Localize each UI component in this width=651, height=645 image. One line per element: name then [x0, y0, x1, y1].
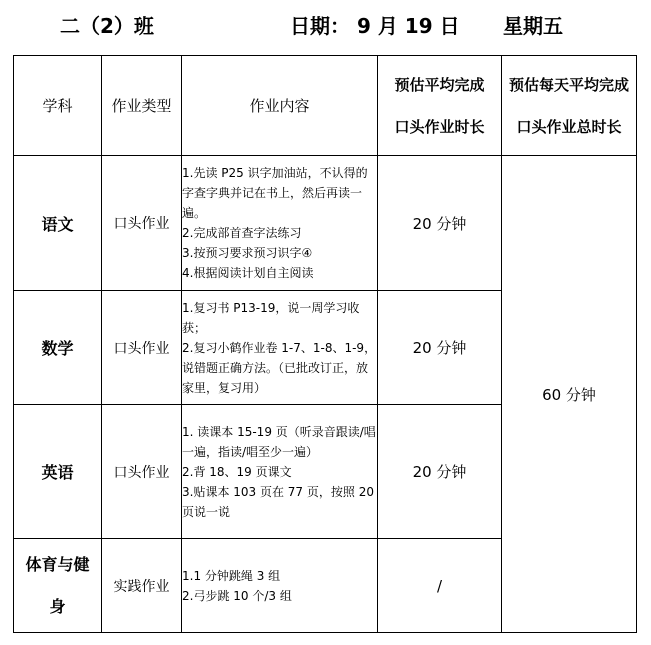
table-row [14, 156, 637, 291]
time-cell: 20 分钟 [378, 291, 502, 405]
col-subject-header: 学科 [14, 56, 102, 156]
subject-line: 体育与健 [25, 554, 90, 574]
content-item: 4.根据阅读计划自主阅读 [182, 266, 314, 280]
avg-time-header-line1: 预估平均完成 [394, 75, 485, 94]
col-type-header: 作业类型 [102, 56, 182, 156]
content-item: 2.弓步跳 10 个/3 组 [182, 588, 292, 603]
content-item: 2.复习小鹤作业卷 1-7、1-8、1-9，说错题正确方法。（已批改订正，放家里，复习用） [182, 340, 377, 395]
subject-line: 身 [49, 596, 66, 616]
daily-total-header-line2: 口头作业总时长 [516, 117, 622, 136]
table-header-row [14, 56, 637, 156]
subject-cell: 语文 [14, 156, 102, 291]
col-avg-time-header [378, 56, 502, 156]
content-item: 1.1 分钟跳绳 3 组 [182, 568, 281, 583]
page-header [0, 8, 651, 40]
daily-total-cell: 60 分钟 [502, 156, 637, 633]
daily-total-header-line1: 预估每天平均完成 [508, 75, 629, 94]
time-cell: 20 分钟 [378, 405, 502, 539]
type-cell: 口头作业 [102, 156, 182, 291]
subject-cell: 数学 [14, 291, 102, 405]
content-item: 2.完成部首查字法练习 [182, 226, 302, 240]
date-label: 日期： 9 月 19 日 [290, 14, 460, 38]
subject-cell [14, 539, 102, 633]
type-cell: 口头作业 [102, 291, 182, 405]
content-item: 3.按预习要求预习识字④ [182, 246, 313, 260]
homework-table [13, 55, 637, 633]
avg-time-header-line2: 口头作业时长 [394, 117, 485, 136]
class-name: 二（2）班 [60, 14, 154, 38]
weekday-label: 星期五 [503, 14, 563, 38]
content-item: 3.贴课本 103 页在 77 页，按照 20 页说一说 [182, 484, 374, 519]
col-content-header: 作业内容 [182, 56, 378, 156]
subject-cell: 英语 [14, 405, 102, 539]
content-cell [182, 291, 378, 405]
content-item: 1. 读课本 15-19 页（听录音跟读/唱一遍，指读/唱至少一遍） [182, 424, 376, 459]
content-cell [182, 539, 378, 633]
content-item: 1.复习书 P13-19，说一周学习收获； [182, 300, 360, 335]
col-daily-total-header [502, 56, 637, 156]
content-cell [182, 405, 378, 539]
content-item: 1.先读 P25 识字加油站，不认得的字查字典并记在书上，然后再读一遍。 [182, 166, 368, 220]
type-cell: 口头作业 [102, 405, 182, 539]
type-cell: 实践作业 [102, 539, 182, 633]
time-cell: 20 分钟 [378, 156, 502, 291]
content-item: 2.背 18、19 页课文 [182, 464, 292, 479]
content-cell [182, 156, 378, 291]
time-cell: / [378, 539, 502, 633]
